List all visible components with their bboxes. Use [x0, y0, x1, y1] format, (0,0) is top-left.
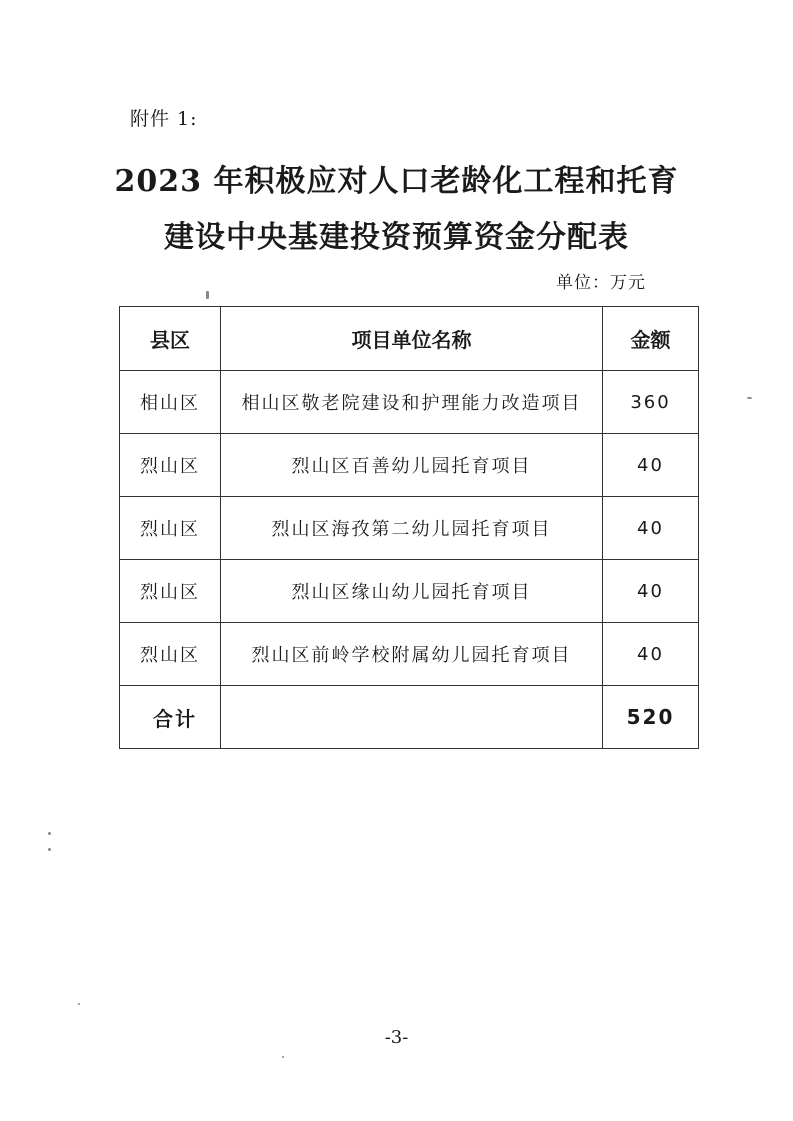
cell-county: 相山区 — [120, 371, 221, 434]
cell-amount: 40 — [603, 434, 699, 497]
header-amount: 金额 — [603, 307, 699, 371]
cell-county: 烈山区 — [120, 623, 221, 686]
cell-amount: 360 — [603, 371, 699, 434]
total-row — [120, 686, 699, 749]
table-row — [120, 434, 699, 497]
scan-speck — [206, 291, 209, 299]
page-number: -3- — [384, 1027, 409, 1048]
cell-project: 烈山区缘山幼儿园托育项目 — [221, 560, 603, 623]
header-project-name: 项目单位名称 — [221, 307, 603, 371]
scan-speck — [282, 1056, 284, 1058]
cell-amount: 40 — [603, 623, 699, 686]
header-county: 县区 — [120, 307, 221, 371]
total-label: 合计 — [120, 686, 221, 749]
table-row — [120, 623, 699, 686]
scan-speck — [78, 1003, 80, 1005]
scan-speck — [747, 397, 752, 399]
cell-project: 烈山区海孜第二幼儿园托育项目 — [221, 497, 603, 560]
document-title-line-1: 2023 年积极应对人口老龄化工程和托育 — [114, 164, 679, 199]
document-title-line-2: 建设中央基建投资预算资金分配表 — [164, 220, 629, 255]
scan-speck — [48, 848, 51, 851]
cell-project: 相山区敬老院建设和护理能力改造项目 — [221, 371, 603, 434]
cell-county: 烈山区 — [120, 560, 221, 623]
table-row — [120, 497, 699, 560]
cell-amount: 40 — [603, 497, 699, 560]
cell-project: 烈山区前岭学校附属幼儿园托育项目 — [221, 623, 603, 686]
unit-label: 单位：万元 — [556, 273, 646, 293]
attachment-label: 附件 1: — [130, 108, 198, 130]
table-row — [120, 371, 699, 434]
cell-county: 烈山区 — [120, 497, 221, 560]
total-project — [221, 686, 603, 749]
scan-speck — [48, 832, 51, 835]
table-row — [120, 560, 699, 623]
cell-project: 烈山区百善幼儿园托育项目 — [221, 434, 603, 497]
table-header-row — [120, 307, 699, 371]
cell-amount: 40 — [603, 560, 699, 623]
allocation-table — [119, 306, 699, 749]
cell-county: 烈山区 — [120, 434, 221, 497]
total-amount: 520 — [603, 686, 699, 749]
